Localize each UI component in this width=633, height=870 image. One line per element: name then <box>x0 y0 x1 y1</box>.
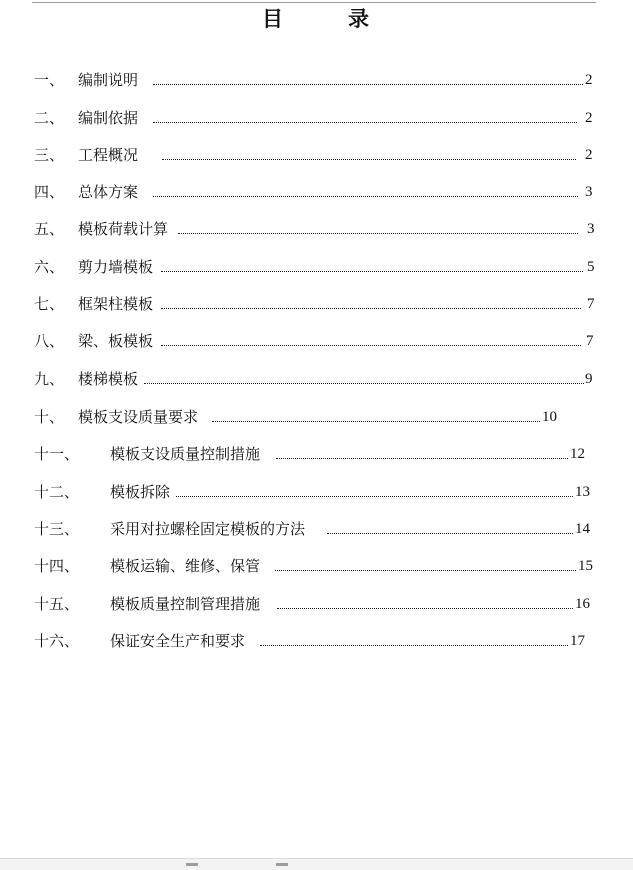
toc-entry-number: 七、 <box>34 295 65 313</box>
toc-entry-title: 模板荷载计算 <box>78 220 169 238</box>
toc-dot-leader <box>260 645 568 646</box>
toc-entry-title: 框架柱模板 <box>78 295 154 313</box>
page-top-rule <box>32 2 596 3</box>
toc-entry-title: 模板拆除 <box>110 483 171 501</box>
toc-dot-leader <box>275 570 576 571</box>
toc-entry-number: 八、 <box>34 332 65 350</box>
toc-entry-page: 14 <box>575 521 590 537</box>
toc-entry-number: 四、 <box>34 183 65 201</box>
toc-dot-leader <box>153 196 578 197</box>
toc-entry-page: 9 <box>585 371 593 387</box>
toc-entry-title: 楼梯模板 <box>78 370 139 388</box>
toc-dot-leader <box>277 608 573 609</box>
toc-entry-title: 采用对拉螺栓固定模板的方法 <box>110 520 306 538</box>
toc-dot-leader <box>161 271 583 272</box>
toc-entry-title: 编制依据 <box>78 109 139 127</box>
toc-dot-leader <box>161 345 581 346</box>
toc-entry-number: 十三、 <box>34 520 80 538</box>
title-char-2: 录 <box>348 6 369 31</box>
toc-dot-leader <box>161 308 581 309</box>
toc-entry-title: 模板运输、维修、保管 <box>110 557 261 575</box>
toc-entry-page: 7 <box>587 296 595 312</box>
page-marker-icon <box>186 863 198 866</box>
toc-entry-page: 7 <box>586 333 594 349</box>
toc-entry-title: 总体方案 <box>78 183 139 201</box>
toc-entry-page: 3 <box>585 184 593 200</box>
toc-entry-title: 编制说明 <box>78 71 139 89</box>
toc-entry-title: 模板支设质量控制措施 <box>110 445 261 463</box>
toc-dot-leader <box>176 496 573 497</box>
toc-dot-leader <box>144 383 584 384</box>
toc-entry-page: 17 <box>570 633 585 649</box>
toc-entry-page: 15 <box>578 558 593 574</box>
toc-entry-number: 二、 <box>34 109 65 127</box>
toc-entry-page: 10 <box>542 409 557 425</box>
toc-entry-title: 模板支设质量要求 <box>78 408 199 426</box>
page-marker-icon <box>276 863 288 866</box>
toc-entry-page: 3 <box>587 221 595 237</box>
toc-entry-number: 十四、 <box>34 557 80 575</box>
toc-dot-leader <box>162 159 576 160</box>
toc-entry-title: 梁、板模板 <box>78 332 154 350</box>
toc-entry-number: 十、 <box>34 408 65 426</box>
toc-dot-leader <box>178 233 578 234</box>
toc-entry-title: 模板质量控制管理措施 <box>110 595 261 613</box>
toc-dot-leader <box>212 421 540 422</box>
toc-entry-page: 12 <box>570 446 585 462</box>
toc-entry-number: 十六、 <box>34 632 80 650</box>
toc-entry-number: 十二、 <box>34 483 80 501</box>
toc-dot-leader <box>153 122 577 123</box>
bottom-scroll-strip <box>0 858 633 870</box>
toc-entry-title: 剪力墙模板 <box>78 258 154 276</box>
toc-title <box>0 6 633 34</box>
toc-entry-page: 2 <box>585 147 593 163</box>
toc-dot-leader <box>276 458 568 459</box>
toc-entry-number: 九、 <box>34 370 65 388</box>
toc-entry-page: 16 <box>575 596 590 612</box>
toc-entry-page: 13 <box>575 484 590 500</box>
toc-entry-title: 保证安全生产和要求 <box>110 632 246 650</box>
toc-entry-number: 三、 <box>34 146 65 164</box>
toc-entry-page: 2 <box>585 110 593 126</box>
toc-entry-number: 一、 <box>34 71 65 89</box>
toc-entry-number: 六、 <box>34 258 65 276</box>
toc-entry-number: 五、 <box>34 220 65 238</box>
toc-entry-number: 十五、 <box>34 595 80 613</box>
toc-entry-page: 2 <box>585 72 593 88</box>
toc-dot-leader <box>327 533 573 534</box>
toc-entry-page: 5 <box>587 259 595 275</box>
toc-dot-leader <box>153 84 583 85</box>
toc-entry-title: 工程概况 <box>78 146 139 164</box>
toc-entry-number: 十一、 <box>34 445 80 463</box>
title-char-1: 目 <box>262 6 283 31</box>
